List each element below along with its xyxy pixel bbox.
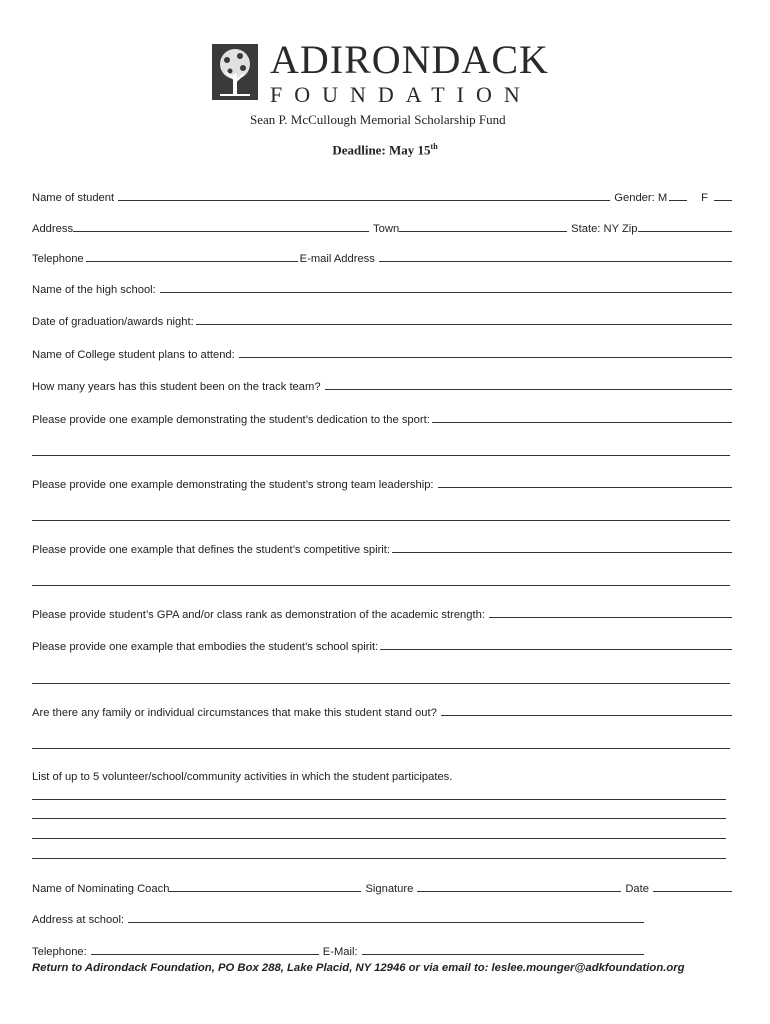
track-years-input[interactable]	[325, 379, 732, 390]
activity-input-1[interactable]	[32, 799, 726, 800]
graduation-row	[32, 314, 732, 329]
gpa-label: Please provide student’s GPA and/or class rank as demonstration of the academic strength:	[32, 609, 485, 621]
competitive-label: Please provide one example that defines the student’s competitive spirit:	[32, 544, 390, 556]
leadership-row	[32, 477, 732, 492]
graduation-input[interactable]	[196, 314, 732, 325]
school-address-row	[32, 912, 732, 927]
signature-label: Signature	[365, 883, 414, 895]
leadership-input-line-2[interactable]	[32, 520, 730, 521]
school-spirit-label: Please provide one example that embodies the student’s school spirit:	[32, 641, 379, 653]
gender-m-input[interactable]	[669, 190, 687, 201]
coach-input[interactable]	[169, 881, 361, 892]
gender-f-input[interactable]	[714, 190, 732, 201]
circumstances-label: Are there any family or individual circumstances that make this student stand out?	[32, 707, 437, 719]
leadership-label: Please provide one example demonstrating the student’s strong team leadership:	[32, 479, 434, 491]
college-row	[32, 347, 732, 362]
coach-email-label: E-Mail:	[322, 946, 358, 958]
coach-row	[32, 881, 732, 896]
track-years-row	[32, 379, 732, 394]
high-school-input[interactable]	[160, 282, 732, 293]
email-label: E-mail Address	[299, 253, 375, 265]
date-label: Date	[625, 883, 649, 895]
gpa-input[interactable]	[489, 607, 732, 618]
signature-input[interactable]	[417, 881, 621, 892]
coach-contact-row	[32, 944, 732, 959]
town-label: Town	[373, 223, 400, 235]
high-school-row	[32, 282, 732, 297]
logo-subtitle: FOUNDATION	[270, 82, 532, 107]
deadline-text: Deadline: May 15	[332, 142, 431, 158]
coach-email-input[interactable]	[362, 944, 644, 955]
dedication-label: Please provide one example demonstrating the student’s dedication to the sport:	[32, 414, 430, 426]
logo-name: ADIRONDACK	[270, 37, 549, 82]
track-years-label: How many years has this student been on the track team?	[32, 381, 321, 393]
coach-telephone-label: Telephone:	[32, 946, 87, 958]
college-label: Name of College student plans to attend:	[32, 349, 235, 361]
activity-input-2[interactable]	[32, 818, 726, 819]
school-address-label: Address at school:	[32, 914, 125, 926]
town-input[interactable]	[399, 221, 567, 232]
dedication-row	[32, 412, 732, 427]
school-spirit-input[interactable]	[380, 639, 732, 650]
graduation-label: Date of graduation/awards night:	[32, 316, 194, 328]
school-spirit-row	[32, 639, 732, 654]
leadership-input[interactable]	[438, 477, 732, 488]
fund-title: Sean P. McCullough Memorial Scholarship Fund	[250, 112, 506, 127]
tree-logo-icon	[212, 44, 258, 100]
activity-input-3[interactable]	[32, 838, 726, 839]
telephone-label: Telephone	[32, 253, 84, 265]
address-input[interactable]	[73, 221, 369, 232]
deadline-sup: th	[430, 142, 438, 151]
school-address-input[interactable]	[128, 912, 644, 923]
gpa-row	[32, 607, 732, 622]
telephone-row	[32, 251, 732, 266]
return-instructions: Return to Adirondack Foundation, PO Box 288, Lake Placid, NY 12946 or via email to: leslee.mounger@adkfoundation.org	[32, 962, 685, 974]
circumstances-input[interactable]	[441, 705, 732, 716]
address-label: Address	[32, 223, 74, 235]
activities-label: List of up to 5 volunteer/school/community activities in which the student participates.	[32, 771, 453, 783]
high-school-label: Name of the high school:	[32, 284, 156, 296]
dedication-input[interactable]	[432, 412, 732, 423]
address-row	[32, 221, 732, 236]
student-name-row	[32, 190, 732, 205]
coach-label: Name of Nominating Coach	[32, 883, 170, 895]
competitive-row	[32, 542, 732, 557]
circumstances-input-line-2[interactable]	[32, 748, 730, 749]
college-input[interactable]	[239, 347, 732, 358]
student-name-label: Name of student	[32, 192, 115, 204]
date-input[interactable]	[653, 881, 732, 892]
student-name-input[interactable]	[118, 190, 610, 201]
school-spirit-input-line-2[interactable]	[32, 683, 730, 684]
zip-input[interactable]	[638, 221, 733, 232]
competitive-input[interactable]	[392, 542, 732, 553]
competitive-input-line-2[interactable]	[32, 585, 730, 586]
deadline	[0, 142, 770, 158]
state-zip-label: State: NY Zip	[571, 223, 638, 235]
circumstances-row	[32, 705, 732, 720]
dedication-input-line-2[interactable]	[32, 455, 730, 456]
telephone-input[interactable]	[86, 251, 298, 262]
activity-input-4[interactable]	[32, 858, 726, 859]
gender-m-label: Gender: M	[614, 192, 668, 204]
coach-telephone-input[interactable]	[91, 944, 319, 955]
foundation-logo	[212, 38, 552, 138]
email-input[interactable]	[379, 251, 732, 262]
gender-f-label: F	[701, 192, 708, 204]
activities-row	[32, 770, 732, 784]
